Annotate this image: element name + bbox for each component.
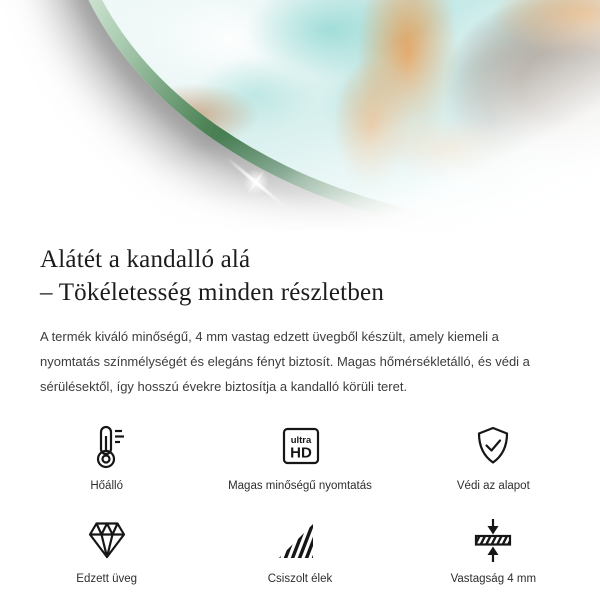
feature-label: Védi az alapot	[456, 480, 530, 492]
shield-check-icon	[470, 424, 516, 470]
product-text-block	[0, 243, 600, 586]
glass-disc-marble-print	[0, 0, 600, 230]
page-title	[40, 243, 560, 309]
page-title-line2: – Tökéletesség minden részletben	[40, 279, 385, 306]
feature-thickness	[397, 517, 590, 586]
feature-tempered-glass	[10, 517, 203, 586]
feature-label: Vastagság 4 mm	[450, 573, 537, 585]
feature-label: Magas minőségű nyomtatás	[228, 480, 372, 492]
feature-label: Edzett üveg	[76, 573, 138, 585]
feature-label: Csiszolt élek	[267, 573, 333, 585]
polished-edges-icon	[277, 517, 323, 563]
product-description: A termék kiváló minőségű, 4 mm vastag edzett üvegből készült, amely kiemeli a nyomtatás színmélységét és elegáns fényt biztosít. Magas hőmérsékletálló, és védi a sérülésektől, így hosszú évekre biztosítja a kandalló körüli teret.	[40, 329, 530, 394]
thermometer-icon	[84, 424, 130, 470]
diamond-icon	[84, 517, 130, 563]
feature-grid	[10, 424, 590, 586]
feature-print-quality	[203, 424, 396, 493]
thickness-icon	[470, 517, 516, 563]
ultra-hd-icon	[277, 424, 323, 470]
svg-text:HD: HD	[290, 444, 312, 462]
feature-label: Hőálló	[90, 480, 123, 492]
feature-heat-resistant	[10, 424, 203, 493]
svg-text:ultra: ultra	[290, 435, 312, 446]
feature-polished-edges	[203, 517, 396, 586]
product-image	[0, 0, 600, 230]
feature-protects-base	[397, 424, 590, 493]
page-title-line1: Alátét a kandalló alá	[40, 246, 251, 273]
